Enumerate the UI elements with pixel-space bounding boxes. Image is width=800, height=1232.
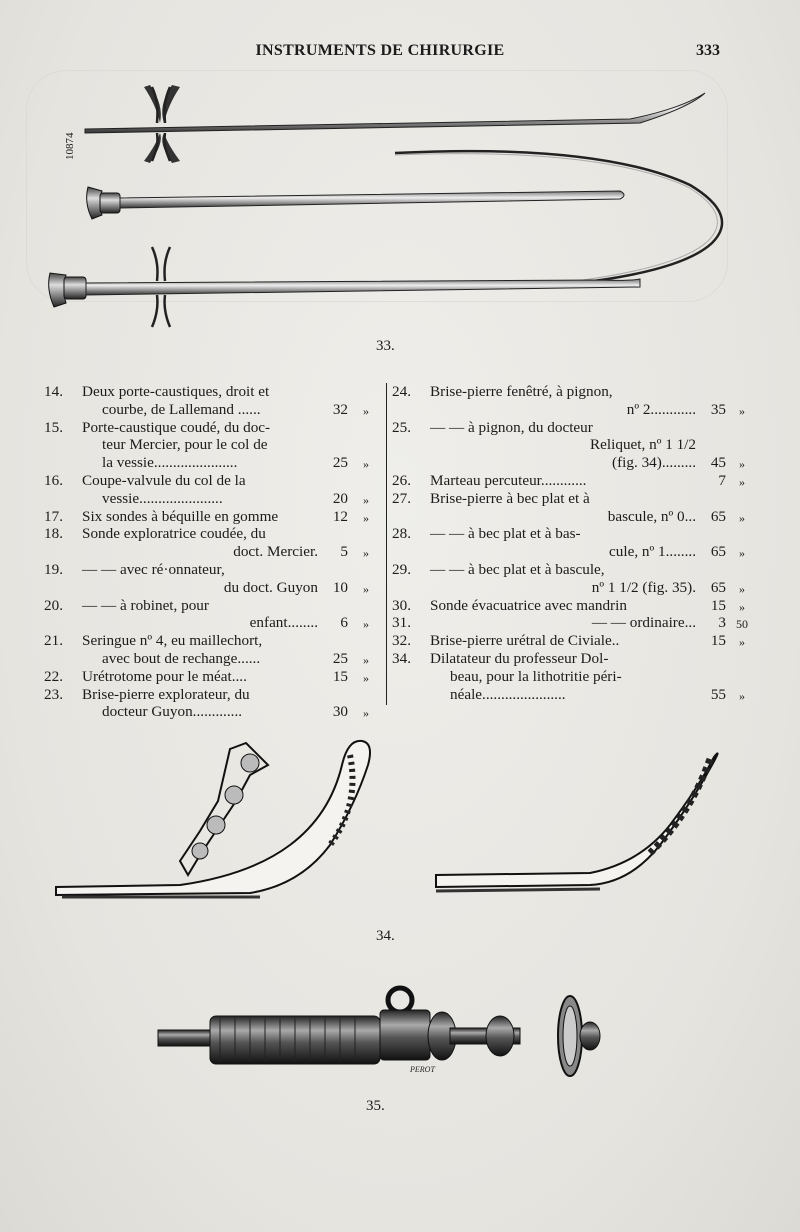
entry-description-line: teur Mercier, pour le col de — [102, 436, 268, 454]
entry-description-line: — — ordinaire... — [591, 614, 696, 632]
price-entry — [392, 632, 762, 650]
entry-number: 24. — [392, 383, 411, 400]
entry-number: 21. — [44, 632, 63, 650]
figure-34-label: 34. — [376, 928, 395, 944]
entry-description-line: Brise-pierre à bec plat et à — [430, 489, 590, 507]
lithotrite-jaw-left — [56, 741, 370, 897]
entry-description-line: avec bout de rechange...... — [102, 649, 261, 667]
figure-side-number: 10874 — [64, 132, 76, 160]
price-entry — [44, 472, 384, 508]
entry-description-line: Urétrotome pour le méat.... — [82, 667, 247, 685]
entry-description-line: Brise-pierre urétral de Civiale.. — [430, 632, 620, 650]
entry-number: 25. — [392, 418, 411, 436]
entry-description-line: Six sondes à béquille en gomme — [82, 507, 279, 525]
entry-cents: » — [363, 457, 369, 472]
price-entry — [44, 686, 384, 722]
column-divider — [386, 383, 387, 705]
entry-cents: » — [363, 617, 369, 632]
sonde-middle — [87, 187, 624, 219]
entry-cents: » — [739, 403, 745, 418]
entry-price: 5 — [340, 543, 348, 561]
price-entry — [44, 632, 384, 668]
entry-price: 30 — [332, 703, 348, 721]
price-entry — [392, 650, 762, 703]
entry-cents: » — [739, 635, 745, 650]
entry-cents: » — [363, 652, 369, 667]
entry-description-line: Porte-caustique coudé, du doc- — [82, 418, 271, 436]
entry-price: 45 — [710, 454, 726, 472]
running-header-title: INSTRUMENTS DE CHIRURGIE — [255, 42, 505, 59]
entry-price: 65 — [710, 578, 726, 596]
entry-description-line: Brise-pierre fenêtré, à pignon, — [430, 383, 613, 400]
entry-number: 20. — [44, 596, 63, 614]
entry-number: 17. — [44, 507, 63, 525]
price-list — [44, 383, 748, 721]
entry-number: 15. — [44, 418, 63, 436]
figure-35-label: 35. — [366, 1098, 385, 1114]
figure-35-illustration — [150, 980, 620, 1080]
entry-number: 31. — [392, 614, 411, 632]
price-entry — [392, 561, 762, 597]
entry-cents: » — [363, 403, 369, 418]
entry-description-line: Marteau percuteur............ — [430, 472, 587, 489]
entry-cents: » — [739, 475, 745, 489]
price-entry — [44, 508, 384, 526]
figure-33-illustration — [40, 75, 740, 335]
curved-catheter — [395, 151, 722, 285]
entry-description-line: bascule, nº 0... — [607, 507, 696, 525]
entry-number: 19. — [44, 561, 63, 578]
entry-number: 30. — [392, 596, 411, 614]
entry-cents: 50 — [736, 617, 748, 632]
entry-cents: » — [363, 670, 369, 685]
entry-description-line: nº 1 1/2 (fig. 35). — [591, 578, 696, 596]
entry-price: 55 — [710, 685, 726, 703]
entry-description-line: la vessie...................... — [102, 454, 238, 472]
entry-cents: » — [363, 706, 369, 721]
price-entry — [392, 490, 762, 526]
entry-price: 10 — [332, 578, 348, 596]
entry-cents: » — [739, 581, 745, 596]
entry-number: 26. — [392, 472, 411, 489]
price-entry — [392, 597, 762, 615]
entry-description-line: néale...................... — [450, 685, 566, 703]
entry-price: 12 — [332, 507, 348, 525]
price-entry — [44, 561, 384, 597]
entry-price: 6 — [340, 614, 348, 632]
entry-cents: » — [739, 510, 745, 525]
entry-number: 22. — [44, 667, 63, 685]
entry-number: 28. — [392, 525, 411, 543]
entry-price: 25 — [332, 649, 348, 667]
price-entry — [392, 383, 762, 419]
entry-description-line: Coupe-valvule du col de la — [82, 472, 246, 489]
page-number: 333 — [696, 42, 720, 59]
entry-description-line: — — avec ré·onnateur, — [82, 561, 225, 578]
entry-cents: » — [739, 688, 745, 703]
entry-price: 15 — [710, 596, 726, 614]
entry-description-line: — — à pignon, du docteur — [430, 418, 593, 436]
entry-price: 20 — [332, 489, 348, 507]
porte-caustique-top — [85, 85, 705, 163]
entry-description-line: — — à bec plat et à bas- — [430, 525, 581, 543]
price-entry — [44, 597, 384, 633]
entry-description-line: Sonde exploratrice coudée, du — [82, 525, 266, 543]
entry-price: 35 — [710, 400, 726, 418]
entry-price: 15 — [710, 632, 726, 650]
entry-description-line: Brise-pierre explorateur, du — [82, 685, 250, 703]
entry-description-line: courbe, de Lallemand ...... — [102, 400, 261, 418]
price-entry — [44, 419, 384, 472]
entry-description-line: Dilatateur du professeur Dol- — [430, 650, 609, 667]
entry-cents: » — [363, 510, 369, 525]
entry-description-line: cule, nº 1........ — [609, 543, 696, 561]
entry-cents: » — [363, 492, 369, 507]
figure-33-label: 33. — [376, 338, 395, 354]
price-entry — [392, 525, 762, 561]
price-entry — [392, 614, 762, 632]
price-entry — [392, 419, 762, 472]
entry-number: 32. — [392, 632, 411, 650]
entry-description-line: (fig. 34)......... — [612, 454, 696, 472]
entry-price: 65 — [710, 543, 726, 561]
entry-price: 32 — [332, 400, 348, 418]
entry-price: 3 — [718, 614, 726, 632]
price-entry — [44, 668, 384, 686]
entry-number: 29. — [392, 561, 411, 578]
entry-description-line: — — à robinet, pour — [82, 596, 209, 614]
entry-cents: » — [363, 581, 369, 596]
entry-cents: » — [363, 546, 369, 561]
entry-description-line: docteur Guyon............. — [102, 703, 243, 721]
price-entry — [392, 472, 762, 490]
entry-description-line: Reliquet, nº 1 1/2 — [590, 436, 696, 454]
entry-number: 23. — [44, 685, 63, 703]
figure-34-illustration — [50, 735, 730, 925]
entry-description-line: beau, pour la lithotritie péri- — [450, 667, 622, 685]
entry-price: 7 — [718, 472, 726, 489]
porte-caustique-bottom — [49, 247, 640, 327]
engraver-signature: PEROT — [410, 1065, 435, 1074]
entry-description-line: — — à bec plat et à bascule, — [430, 561, 605, 578]
entry-description-line: doct. Mercier. — [233, 543, 318, 561]
entry-cents: » — [739, 457, 745, 472]
entry-number: 34. — [392, 650, 411, 667]
entry-number: 18. — [44, 525, 63, 543]
price-entry — [44, 525, 384, 561]
entry-number: 14. — [44, 383, 63, 400]
entry-number: 16. — [44, 472, 63, 489]
entry-price: 25 — [332, 454, 348, 472]
entry-description-line: Sonde évacuatrice avec mandrin — [430, 596, 627, 614]
entry-description-line: Seringue nº 4, eu maillechort, — [82, 632, 263, 650]
entry-description-line: enfant........ — [249, 614, 318, 632]
entry-cents: » — [739, 599, 745, 614]
price-entry — [44, 383, 384, 419]
entry-price: 65 — [710, 507, 726, 525]
entry-description-line: Deux porte-caustiques, droit et — [82, 383, 270, 400]
entry-description-line: nº 2............ — [626, 400, 696, 418]
entry-number: 27. — [392, 489, 411, 507]
entry-description-line: vessie...................... — [102, 489, 223, 507]
entry-description-line: du doct. Guyon — [223, 578, 318, 596]
entry-price: 15 — [332, 667, 348, 685]
entry-cents: » — [739, 546, 745, 561]
lithotrite-jaw-right — [436, 753, 718, 891]
